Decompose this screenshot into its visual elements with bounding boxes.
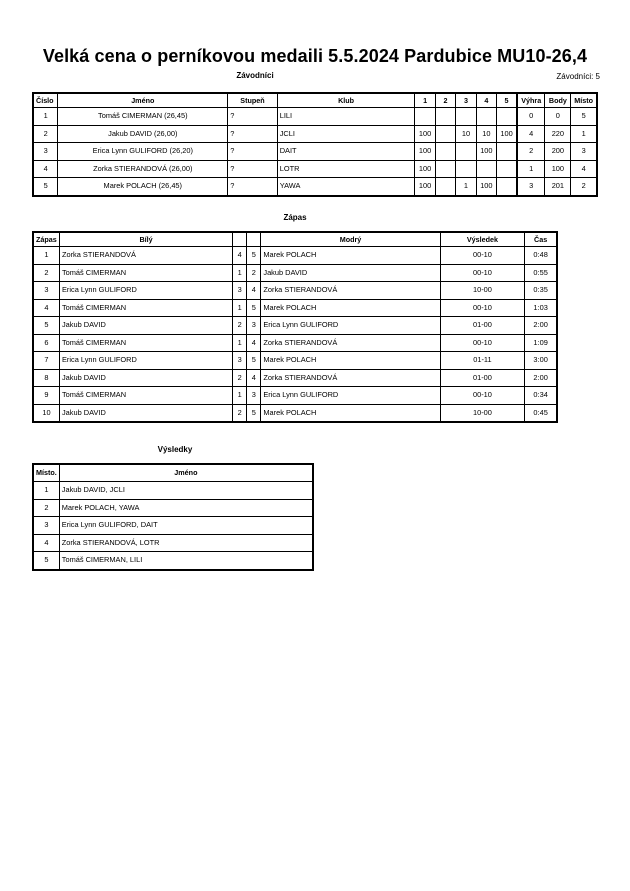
header-cell: Místo. (33, 464, 59, 482)
matches-heading: Zápas (283, 213, 307, 222)
table-cell (435, 108, 455, 126)
table-cell (497, 160, 517, 178)
table-cell: 220 (545, 125, 571, 143)
header-cell: 3 (456, 93, 476, 108)
table-cell: 1 (233, 387, 247, 405)
table-cell (497, 108, 517, 126)
results-heading: Výsledky (157, 445, 193, 454)
table-cell (415, 108, 435, 126)
header-cell: Zápas (33, 232, 59, 247)
table-cell: 5 (33, 178, 58, 196)
table-cell (435, 160, 455, 178)
table-cell: 100 (415, 160, 435, 178)
table-cell (456, 108, 476, 126)
table-cell: LILI (277, 108, 415, 126)
table-cell: Jakub DAVID (59, 369, 232, 387)
table-cell: 7 (33, 352, 59, 370)
table-row (33, 317, 557, 335)
table-cell: Jakub DAVID (26,00) (58, 125, 228, 143)
table-cell: Erica Lynn GULIFORD (261, 387, 440, 405)
header-cell: 4 (476, 93, 496, 108)
table-cell (476, 160, 496, 178)
table-row (33, 387, 557, 405)
header-cell: 5 (497, 93, 517, 108)
table-cell: 01-00 (440, 369, 525, 387)
table-cell: Tomáš CIMERMAN (26,45) (58, 108, 228, 126)
table-cell (476, 108, 496, 126)
table-cell: JCLI (277, 125, 415, 143)
table-cell: 00-10 (440, 264, 525, 282)
table-cell: 1 (33, 482, 59, 500)
table-cell: Jakub DAVID, JCLI (59, 482, 313, 500)
table-cell: 2:00 (525, 369, 557, 387)
table-cell: 2 (517, 143, 545, 161)
table-row (33, 178, 597, 196)
table-cell: Marek POLACH (261, 299, 440, 317)
table-cell: 5 (247, 352, 261, 370)
table-cell: Erica Lynn GULIFORD, DAIT (59, 517, 313, 535)
table-cell: Erica Lynn GULIFORD (261, 317, 440, 335)
page-title: Velká cena o perníkovou medaili 5.5.2024 Pardubice MU10-26,4 (42, 46, 588, 66)
table-row (33, 404, 557, 422)
table-cell: 4 (33, 299, 59, 317)
table-cell: Tomáš CIMERMAN (59, 334, 232, 352)
table-cell: 2 (33, 499, 59, 517)
table-cell: 1 (233, 334, 247, 352)
table-cell: 2:00 (525, 317, 557, 335)
table-cell: 1 (33, 108, 58, 126)
table-cell: 1:09 (525, 334, 557, 352)
table-row (33, 552, 313, 570)
table-cell: 1 (33, 247, 59, 265)
header-cell: Čas (525, 232, 557, 247)
table-cell: 00-10 (440, 247, 525, 265)
table-cell: Marek POLACH (261, 352, 440, 370)
table-cell: 5 (33, 552, 59, 570)
table-cell: 1 (456, 178, 476, 196)
table-cell: Zorka STIERANDOVÁ (59, 247, 232, 265)
table-cell: YAWA (277, 178, 415, 196)
table-row (33, 482, 313, 500)
table-row (33, 264, 557, 282)
table-cell: DAIT (277, 143, 415, 161)
table-cell: Jakub DAVID (261, 264, 440, 282)
table-cell: 2 (33, 125, 58, 143)
table-cell: ? (228, 160, 277, 178)
header-cell: Stupeň (228, 93, 277, 108)
table-cell: 4 (233, 247, 247, 265)
table-cell: 3 (33, 143, 58, 161)
header-cell: 2 (435, 93, 455, 108)
table-cell: 0:34 (525, 387, 557, 405)
table-cell: 4 (33, 160, 58, 178)
table-cell: 10-00 (440, 404, 525, 422)
table-cell (435, 125, 455, 143)
table-cell: 2 (233, 369, 247, 387)
table-cell (435, 143, 455, 161)
table-cell: Erica Lynn GULIFORD (26,20) (58, 143, 228, 161)
results-table (32, 463, 314, 571)
table-cell: Zorka STIERANDOVÁ (26,00) (58, 160, 228, 178)
table-row (33, 247, 557, 265)
table-cell: ? (228, 143, 277, 161)
table-cell: 0:48 (525, 247, 557, 265)
header-cell: Místo (571, 93, 597, 108)
table-cell: Tomáš CIMERMAN, LILI (59, 552, 313, 570)
table-cell: 4 (571, 160, 597, 178)
table-row (33, 299, 557, 317)
table-cell: 1:03 (525, 299, 557, 317)
table-cell: 100 (415, 143, 435, 161)
header-cell: 1 (415, 93, 435, 108)
table-cell: 100 (476, 143, 496, 161)
table-row (33, 108, 597, 126)
table-cell: 4 (247, 369, 261, 387)
table-cell: 3 (571, 143, 597, 161)
table-cell: 9 (33, 387, 59, 405)
table-row (33, 499, 313, 517)
table-cell: 201 (545, 178, 571, 196)
table-cell: 0:55 (525, 264, 557, 282)
table-cell: 100 (415, 125, 435, 143)
table-cell: 0 (517, 108, 545, 126)
table-cell: 00-10 (440, 387, 525, 405)
header-cell (233, 232, 247, 247)
table-cell (497, 143, 517, 161)
table-cell: 3 (247, 387, 261, 405)
table-cell: 4 (33, 534, 59, 552)
table-cell: 2 (233, 317, 247, 335)
table-cell: 01-11 (440, 352, 525, 370)
competitor-count: Závodníci: 5 (556, 72, 600, 81)
table-cell: Zorka STIERANDOVÁ (261, 282, 440, 300)
table-cell: Tomáš CIMERMAN (59, 264, 232, 282)
table-cell: 1 (517, 160, 545, 178)
competitors-heading: Závodníci (236, 71, 274, 80)
matches-table (32, 231, 558, 423)
table-cell: Marek POLACH (26,45) (58, 178, 228, 196)
table-cell (497, 178, 517, 196)
table-cell (456, 143, 476, 161)
table-cell: 5 (571, 108, 597, 126)
table-cell: Zorka STIERANDOVÁ (261, 334, 440, 352)
table-cell: Jakub DAVID (59, 404, 232, 422)
competitors-table (32, 92, 598, 197)
table-row (33, 369, 557, 387)
table-cell: 3 (33, 517, 59, 535)
table-cell: 4 (247, 282, 261, 300)
table-cell: 2 (33, 264, 59, 282)
table-cell: 0 (545, 108, 571, 126)
table-cell: Jakub DAVID (59, 317, 232, 335)
header-cell: Jméno (59, 464, 313, 482)
header-cell: Klub (277, 93, 415, 108)
table-cell: ? (228, 125, 277, 143)
table-cell: Marek POLACH (261, 247, 440, 265)
header-cell: Výhra (517, 93, 545, 108)
header-cell: Modrý (261, 232, 440, 247)
table-cell (435, 178, 455, 196)
table-cell: Erica Lynn GULIFORD (59, 352, 232, 370)
table-cell: Tomáš CIMERMAN (59, 387, 232, 405)
table-cell: 4 (247, 334, 261, 352)
table-cell: 00-10 (440, 299, 525, 317)
table-cell: 2 (233, 404, 247, 422)
table-row (33, 352, 557, 370)
header-cell: Číslo (33, 93, 58, 108)
table-cell: 6 (33, 334, 59, 352)
table-cell: 1 (571, 125, 597, 143)
table-cell: 3 (233, 352, 247, 370)
table-cell: 4 (517, 125, 545, 143)
table-cell: Erica Lynn GULIFORD (59, 282, 232, 300)
table-row (33, 282, 557, 300)
table-cell: Marek POLACH (261, 404, 440, 422)
header-cell: Bílý (59, 232, 232, 247)
table-cell: 2 (247, 264, 261, 282)
table-cell: 100 (476, 178, 496, 196)
table-cell: 5 (247, 299, 261, 317)
table-row (33, 334, 557, 352)
table-cell: 10-00 (440, 282, 525, 300)
table-cell: ? (228, 178, 277, 196)
competitors-header-row (33, 93, 597, 108)
table-cell: Zorka STIERANDOVÁ, LOTR (59, 534, 313, 552)
header-cell: Jméno (58, 93, 228, 108)
table-cell: 1 (233, 264, 247, 282)
header-cell: Body (545, 93, 571, 108)
table-cell: 0:35 (525, 282, 557, 300)
table-row (33, 534, 313, 552)
table-cell: 1 (233, 299, 247, 317)
table-cell: 100 (415, 178, 435, 196)
results-header-row (33, 464, 313, 482)
table-cell: Marek POLACH, YAWA (59, 499, 313, 517)
header-cell (247, 232, 261, 247)
table-cell: 00-10 (440, 334, 525, 352)
table-cell: Zorka STIERANDOVÁ (261, 369, 440, 387)
table-row (33, 160, 597, 178)
table-cell: 100 (545, 160, 571, 178)
table-cell: 3 (33, 282, 59, 300)
table-cell: 3 (233, 282, 247, 300)
table-cell: 3 (517, 178, 545, 196)
table-row (33, 143, 597, 161)
table-cell: 10 (456, 125, 476, 143)
table-row (33, 517, 313, 535)
table-cell: 2 (571, 178, 597, 196)
table-cell: 5 (247, 247, 261, 265)
table-cell: 200 (545, 143, 571, 161)
table-cell: ? (228, 108, 277, 126)
table-cell: 10 (33, 404, 59, 422)
table-cell: 3:00 (525, 352, 557, 370)
table-cell: 10 (476, 125, 496, 143)
table-row (33, 125, 597, 143)
table-cell: 5 (33, 317, 59, 335)
table-cell: 5 (247, 404, 261, 422)
table-cell: 100 (497, 125, 517, 143)
table-cell: 01-00 (440, 317, 525, 335)
matches-header-row (33, 232, 557, 247)
table-cell: Tomáš CIMERMAN (59, 299, 232, 317)
table-cell: 3 (247, 317, 261, 335)
table-cell (456, 160, 476, 178)
table-cell: 0:45 (525, 404, 557, 422)
table-cell: LOTR (277, 160, 415, 178)
table-cell: 8 (33, 369, 59, 387)
header-cell: Výsledek (440, 232, 525, 247)
